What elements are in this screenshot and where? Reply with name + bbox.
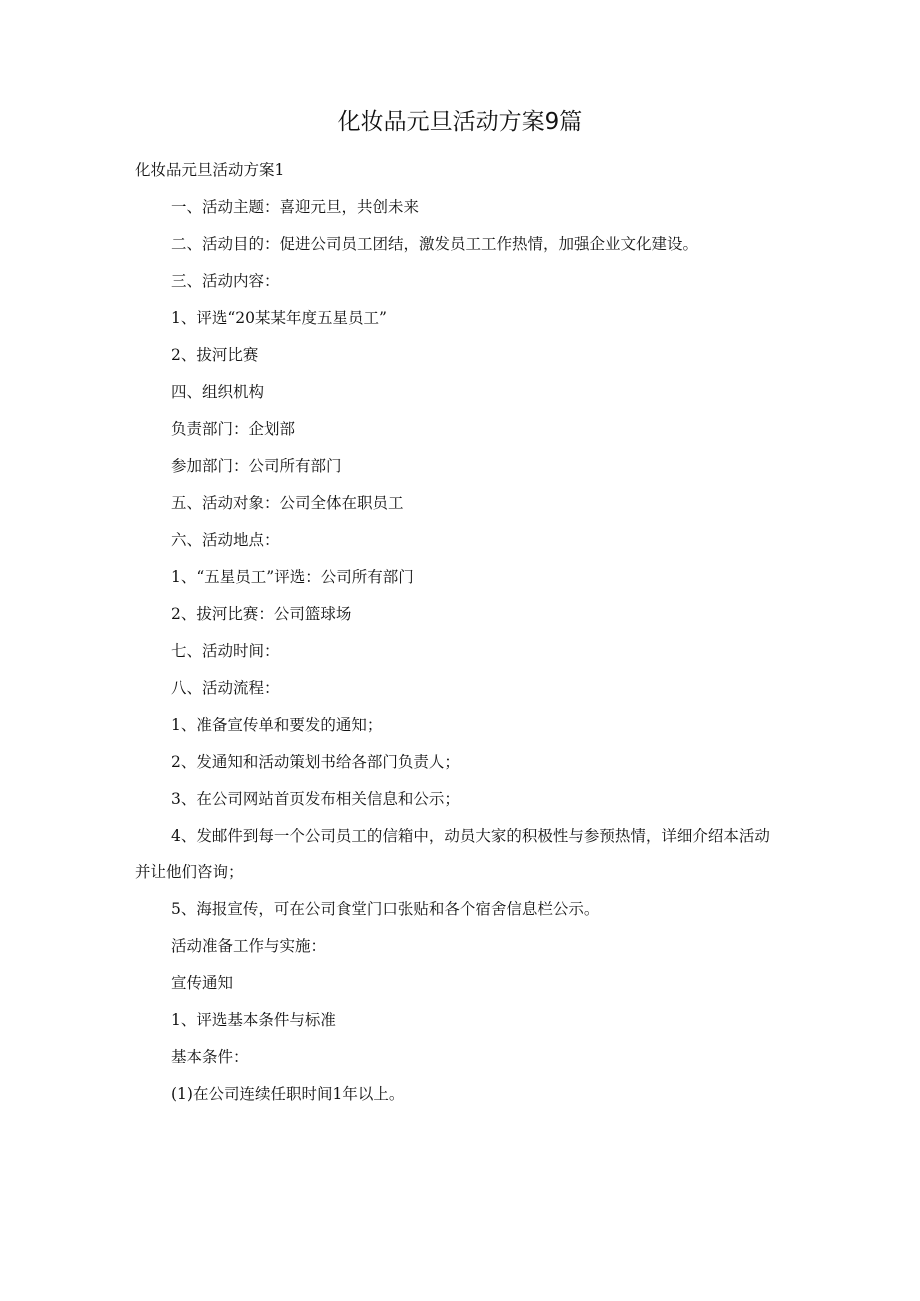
body-line: 参加部门：公司所有部门 (171, 457, 342, 475)
body-line: 二、活动目的：促进公司员工团结，激发员工工作热情，加强企业文化建设。 (171, 235, 699, 253)
body-line: 六、活动地点： (171, 531, 280, 549)
body-line: 2、拔河比赛：公司篮球场 (171, 605, 352, 623)
body-line: 2、发通知和活动策划书给各部门负责人； (171, 753, 460, 771)
body-line: 2、拔河比赛 (171, 346, 259, 364)
body-paragraph-step4: 4、发邮件到每一个公司员工的信箱中，动员大家的积极性与参预热情，详细介绍本活动并让他们咨询； (135, 827, 770, 881)
body-line: 四、组织机构 (171, 383, 265, 401)
body-line: 1、“五星员工”评选：公司所有部门 (171, 568, 414, 586)
body-line: 活动准备工作与实施： (171, 937, 327, 955)
body-line: 1、评选基本条件与标准 (171, 1011, 336, 1029)
body-line: 三、活动内容： (171, 272, 280, 290)
body-line: 五、活动对象：公司全体在职员工 (171, 494, 404, 512)
body-line: 1、准备宣传单和要发的通知； (171, 716, 383, 734)
body-line: 一、活动主题：喜迎元旦，共创未来 (171, 198, 420, 216)
body-line: 3、在公司网站首页发布相关信息和公示； (171, 790, 460, 808)
body-line: (1)在公司连续任职时间1年以上。 (171, 1085, 405, 1103)
document-title: 化妆品元旦活动方案9篇 (337, 109, 583, 135)
section-heading: 化妆品元旦活动方案1 (135, 161, 285, 179)
document-body (135, 156, 785, 1117)
body-line: 七、活动时间： (171, 642, 280, 660)
body-line: 宣传通知 (171, 974, 234, 992)
body-line: 负责部门：企划部 (171, 420, 296, 438)
body-line: 1、评选“20某某年度五星员工” (171, 309, 387, 327)
body-line: 5、海报宣传，可在公司食堂门口张贴和各个宿舍信息栏公示。 (171, 900, 600, 918)
body-line: 八、活动流程： (171, 679, 280, 697)
body-line: 基本条件： (171, 1048, 249, 1066)
